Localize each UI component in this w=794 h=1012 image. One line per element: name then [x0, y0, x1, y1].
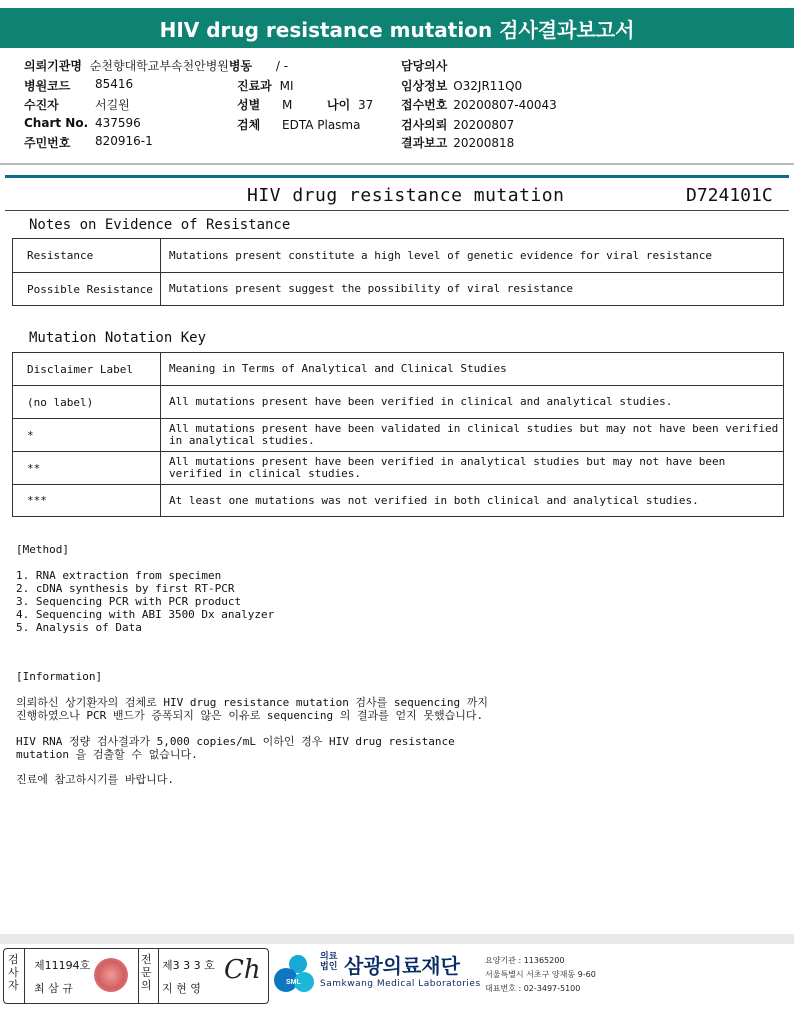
request-date-field	[401, 116, 514, 133]
notation-label-cell: (no label)	[13, 386, 161, 419]
doctor-label: 담당의사	[401, 59, 448, 73]
specialist-signature: Ch	[224, 955, 261, 985]
information-title: [Information]	[16, 670, 103, 683]
request-date-value: 20200807	[453, 118, 515, 132]
specialist-license: 제3 3 3 호	[162, 959, 215, 972]
divider	[24, 949, 25, 1003]
method-step: 5. Analysis of Data	[16, 621, 142, 634]
official-seal	[94, 958, 128, 992]
resident-no-field	[24, 134, 153, 151]
method-step: 3. Sequencing PCR with PCR product	[16, 595, 242, 608]
divider	[138, 949, 139, 1003]
age-label: 나이	[327, 98, 351, 112]
notes-label-cell: Possible Resistance	[13, 273, 161, 306]
method-step: 1. RNA extraction from specimen	[16, 569, 222, 582]
department-label: 진료과	[237, 79, 272, 93]
report-date-value: 20200818	[453, 136, 515, 150]
information-paragraph-1: 의뢰하신 상기환자의 검체로 HIV drug resistance mutation 검사를 sequencing 까지 진행하였으나 PCR 밴드가 증폭되지 않은 이유로 sequencing 의 결과를 얻지 못했습니다.	[16, 696, 489, 722]
notes-section-title: Notes on Evidence of Resistance	[29, 217, 291, 233]
hospital-code-value: 85416	[95, 77, 134, 91]
specimen-label: 검체	[237, 118, 261, 132]
method-list	[16, 569, 274, 634]
specimen-value: EDTA Plasma	[282, 118, 361, 132]
receipt-no-value: 20200807-40043	[453, 98, 557, 112]
resident-no-value: 820916-1	[95, 134, 153, 148]
notation-header-text: Meaning in Terms of Analytical and Clinical Studies	[161, 353, 784, 386]
table-row	[13, 239, 784, 273]
table-row	[13, 386, 784, 419]
contact-phone: 대표번호 : 02-3497-5100	[485, 984, 581, 993]
report-date-label: 결과보고	[401, 136, 448, 150]
examiner-license: 제11194호	[34, 959, 91, 972]
notation-text-cell: All mutations present have been verified in clinical and analytical studies.	[161, 386, 784, 419]
notation-text-cell: All mutations present have been verified in analytical studies but may not have been verified in clinical studies.	[161, 452, 784, 485]
age-value: 37	[358, 98, 374, 112]
notation-label-cell: *	[13, 419, 161, 452]
org-prefix: 의료 법인	[320, 952, 338, 972]
age-field	[327, 96, 373, 113]
clinical-info-label: 임상정보	[401, 79, 448, 93]
hospital-code-label: 병원코드	[24, 79, 71, 93]
footer-band	[0, 934, 794, 944]
notes-text-cell: Mutations present suggest the possibility of viral resistance	[161, 273, 784, 306]
sex-label: 성별	[237, 98, 261, 112]
sml-logo-icon	[272, 950, 318, 996]
institution-value: 순천향대학교부속천안병원	[89, 59, 229, 73]
method-step: 4. Sequencing with ABI 3500 Dx analyzer	[16, 608, 275, 621]
notes-label-cell: Resistance	[13, 239, 161, 273]
clinical-info-value: O32JR11Q0	[453, 79, 523, 93]
contact-code: 요양기관 : 11365200	[485, 956, 565, 965]
notes-text-cell: Mutations present constitute a high level of genetic evidence for viral resistance	[161, 239, 784, 273]
receipt-no-label: 접수번호	[401, 98, 448, 112]
chart-no-label: Chart No.	[24, 116, 89, 130]
information-paragraph-2: HIV RNA 정량 검사결과가 5,000 copies/mL 이하인 경우 HIV drug resistance mutation 을 검출할 수 없습니다.	[16, 735, 455, 761]
information-paragraph-3: 진료에 참고하시기를 바랍니다.	[16, 773, 175, 786]
notation-text-cell: At least one mutations was not verified in both clinical and analytical studies.	[161, 485, 784, 517]
sex-field	[237, 96, 292, 113]
notation-label-cell: **	[13, 452, 161, 485]
table-row	[13, 452, 784, 485]
table-row	[13, 485, 784, 517]
notation-label-cell: ***	[13, 485, 161, 517]
test-name-rule	[5, 210, 789, 211]
specialist-name: 지 현 영	[162, 982, 201, 995]
resident-no-label: 주민번호	[24, 136, 71, 150]
divider	[158, 949, 159, 1003]
receipt-no-field	[401, 96, 557, 113]
chart-no-field	[24, 116, 141, 130]
patient-field	[24, 96, 130, 113]
ward-label: 병동	[228, 59, 253, 73]
department-value: MI	[279, 79, 294, 93]
test-code: D724101C	[686, 185, 773, 206]
contact-address: 서울특별시 서초구 양재동 9-60	[485, 970, 596, 979]
notation-table	[12, 352, 784, 517]
notation-text-cell: All mutations present have been validated in clinical studies but may not have been verified in analytical studies.	[161, 419, 784, 452]
method-step: 2. cDNA synthesis by first RT-PCR	[16, 582, 235, 595]
notation-header-label: Disclaimer Label	[13, 353, 161, 386]
institution-field	[24, 57, 288, 74]
report-top-rule	[5, 175, 789, 178]
institution-label: 의뢰기관명	[24, 59, 82, 73]
patient-value: 서길원	[95, 98, 130, 112]
table-row	[13, 273, 784, 306]
table-row	[13, 419, 784, 452]
notation-section-title: Mutation Notation Key	[29, 330, 207, 346]
notes-table	[12, 238, 784, 306]
examiner-name: 최 삼 규	[34, 982, 73, 995]
request-date-label: 검사의뢰	[401, 118, 448, 132]
hospital-code-field	[24, 77, 134, 94]
report-title-bar	[0, 8, 794, 48]
test-name: HIV drug resistance mutation	[247, 185, 565, 206]
ward-value: / -	[275, 59, 289, 73]
specialist-label: 전문의	[141, 953, 152, 992]
doctor-field	[401, 57, 447, 74]
department-field	[237, 77, 294, 94]
logo-text: SML	[286, 979, 301, 986]
table-header-row	[13, 353, 784, 386]
examiner-label: 검사자	[8, 953, 19, 992]
clinical-info-field	[401, 77, 522, 94]
method-title: [Method]	[16, 543, 69, 556]
patient-label: 수진자	[24, 98, 59, 112]
sex-value: M	[282, 98, 293, 112]
org-name: 삼광의료재단	[344, 954, 460, 978]
report-main-title: HIV drug resistance mutation 검사결과보고서	[159, 17, 635, 42]
specimen-field	[237, 116, 360, 133]
org-name-english: Samkwang Medical Laboratories	[320, 979, 481, 989]
chart-no-value: 437596	[95, 116, 141, 130]
report-date-field	[401, 134, 514, 151]
header-divider	[0, 163, 794, 165]
